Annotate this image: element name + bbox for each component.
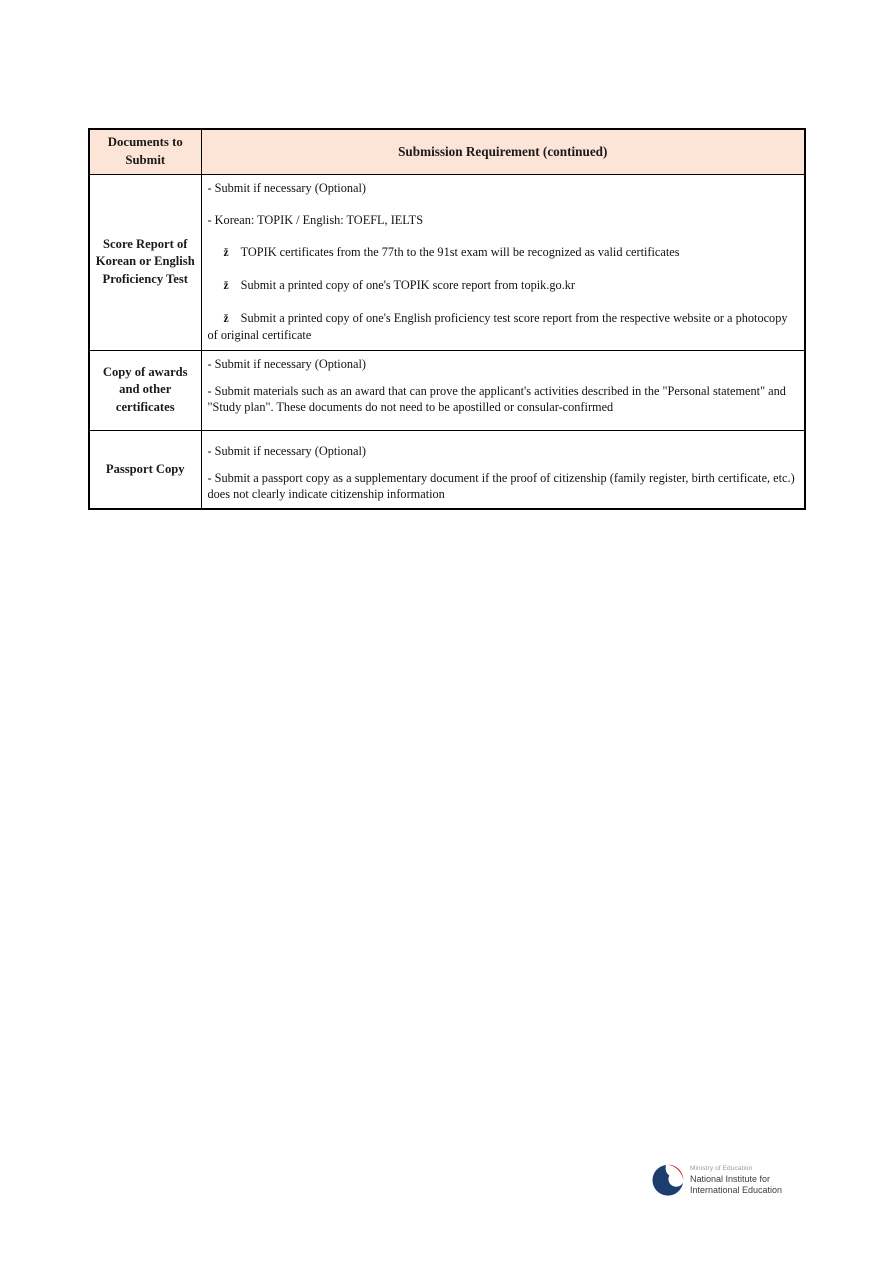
requirement-item: - Submit if necessary (Optional) [207,356,366,371]
table-row-passport-copy [89,430,805,509]
requirement-item-text: Submit a printed copy of one's English proficiency test score report from the respective website or a photocopy of original certificate [207,311,788,343]
row-content-awards-certificates [201,350,805,430]
bullet-icon: ž [223,313,229,326]
header-documents-to-submit: Documents to Submit [89,129,201,174]
table-row-awards-certificates [89,350,805,430]
requirement-item-text: Submit a printed copy of one's TOPIK score report from topik.go.kr [240,278,576,293]
requirement-item [208,277,796,294]
niied-logo [652,1163,782,1197]
institute-name-line1: National Institute for [690,1174,771,1184]
requirement-item: - Korean: TOPIK / English: TOEFL, IELTS [207,212,424,227]
requirement-item [208,244,796,261]
requirement-item: - Submit if necessary (Optional) [207,180,366,195]
korea-government-emblem-icon [652,1164,684,1196]
table-row-score-report [89,174,805,350]
ministry-label: Ministry of Education [690,1165,753,1172]
requirement-item: - Submit if necessary (Optional) [207,443,366,458]
requirement-item: - Submit a passport copy as a supplementary document if the proof of citizenship (family register, birth certificate, etc.) does not clearly indicate citizenship information [207,470,795,502]
requirement-item-text: TOPIK certificates from the 77th to the 91st exam will be recognized as valid certificates [240,244,680,259]
row-content-passport-copy [201,430,805,509]
bullet-icon: ž [223,246,229,259]
header-submission-requirement: Submission Requirement (continued) [201,129,805,174]
table-header-row [89,129,805,174]
row-title-awards-certificates: Copy of awards and other certificates [89,350,201,430]
submission-requirements-table [88,128,806,510]
row-title-passport-copy: Passport Copy [89,430,201,509]
row-content-score-report [201,174,805,350]
requirement-item [208,310,796,343]
niied-logo-text [690,1163,782,1197]
bullet-icon: ž [223,280,229,293]
requirement-item: - Submit materials such as an award that can prove the applicant's activities described in the "Personal statement" and "Study plan". These documents do not need to be apostilled or consular-confirmed [207,383,786,415]
institute-name-line2: International Education [690,1185,783,1196]
row-title-score-report: Score Report of Korean or English Proficiency Test [89,174,201,350]
